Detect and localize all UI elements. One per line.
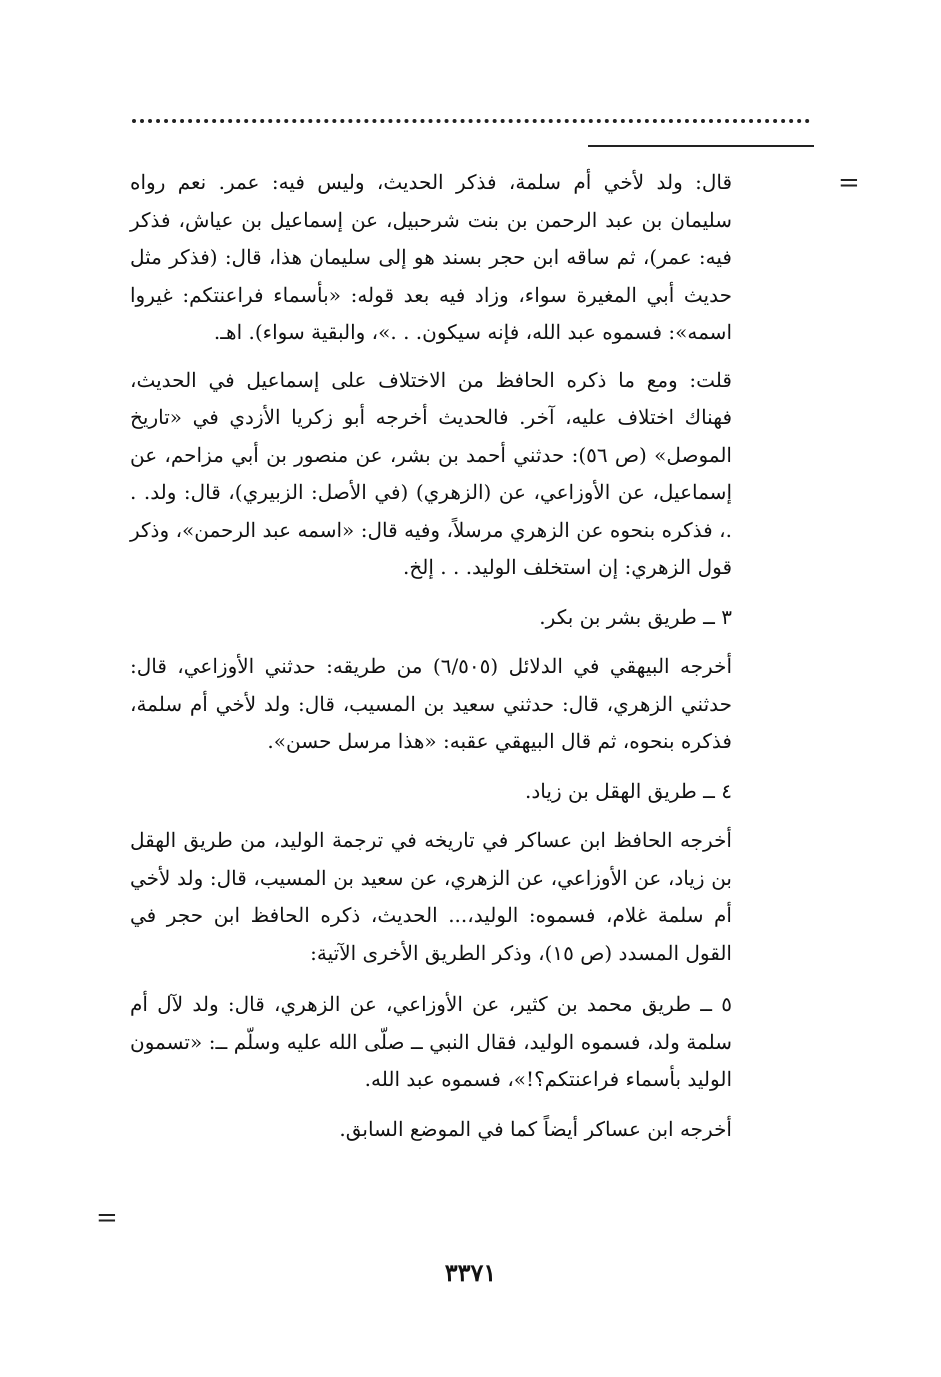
paragraph-3: أخرجه البيهقي في الدلائل (٦/٥٠٥) من طريقه: حدثني الأوزاعي، قال: حدثني الزهري، قال: حدثني سعيد بن المسيب، قال: ولد لأخي أم سلمة، فذكره بنحوه، ثم قال البيهقي عقبه: «هذا مرسل حسن». <box>130 654 733 753</box>
page-number: ٣٣٧١ <box>444 1258 497 1287</box>
footnote-rule <box>588 145 814 147</box>
dotted-separator <box>132 103 810 123</box>
section-heading-3: ٣ ــ طريق بشر بن بكر. <box>539 604 732 629</box>
paragraph-5: ٥ ــ طريق محمد بن كثير، عن الأوزاعي، عن الزهري، قال: ولد لآل أم سلمة ولد، فسموه الوليد، فقال النبي ــ صلّى الله عليه وسلّم ــ: «تسمون الوليد بأسماء فراعنتكم؟!»، فسموه عبد الله. <box>130 992 732 1091</box>
paragraph-1: قال: ولد لأخي أم سلمة، فذكر الحديث، وليس فيه: عمر. نعم رواه سليمان بن عبد الرحمن بن بنت شرحبيل، عن إسماعيل بن عياش، فذكر فيه: عمر)، ثم ساقه ابن حجر بسند هو إلى سليمان هذا، قال: (فذكر مثل حديث أبي المغيرة سواء، وزاد فيه بعد قوله: «بأسماء فراعنتكم: غيروا اسمه»: فسموه عبد الله، فإنه سيكون. . .»، والبقية سواء). اهـ. <box>130 170 732 344</box>
margin-mark-top: = <box>838 168 860 198</box>
paragraph-4: أخرجه الحافظ ابن عساكر في تاريخه في ترجمة الوليد، من طريق الهقل بن زياد، عن الأوزاعي، عن الزهري، عن سعيد بن المسيب، قال: ولد لأخي أم سلمة غلام، فسموه: الوليد،... الحديث، ذكره الحافظ ابن حجر في القول المسدد (ص ١٥)، وذكر الطريق الأخرى الآتية: <box>130 828 732 965</box>
margin-mark-bottom: = <box>96 1203 118 1233</box>
paragraph-2: قلت: ومع ما ذكره الحافظ من الاختلاف على إسماعيل في الحديث، فهناك اختلاف عليه، آخر. فالحديث أخرجه أبو زكريا الأزدي في «تاريخ الموصل» (ص ٥٦): حدثني أحمد بن بشر، عن منصور بن أبي مزاحم، عن إسماعيل، عن الأوزاعي، عن (الزهري) (في الأصل: الزبيري)، قال: ولد. . .، فذكره بنحوه عن الزهري مرسلاً، وفيه قال: «اسمه عبد الرحمن»، وذكر قول الزهري: إن استخلف الوليد. . . إلخ. <box>130 367 733 579</box>
paragraph-6: أخرجه ابن عساكر أيضاً كما في الموضع السابق. <box>339 1116 732 1141</box>
page-body <box>130 164 732 1148</box>
section-heading-4: ٤ ــ طريق الهقل بن زياد. <box>525 778 732 803</box>
